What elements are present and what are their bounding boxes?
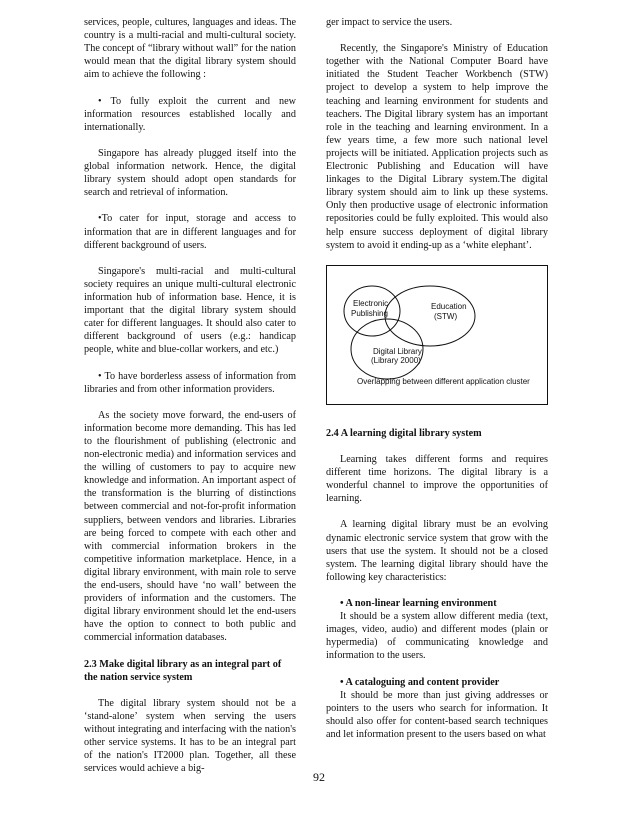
bullet-item: • To have borderless assess of information from libraries and from other information providers.	[84, 370, 296, 395]
label-digital-library: Digital Library	[373, 346, 422, 356]
paragraph: It should be a system allow different media (text, images, video, audio) and different modes (plain or hypermedia) of communicating knowledge and information to the users.	[326, 611, 548, 662]
figure-caption: Overlapping between different application cluster	[357, 376, 530, 386]
page-number: 92	[313, 770, 325, 784]
paragraph: Learning takes different forms and requires different time horizons. The digital library is a wonderful channel to improve the opportunities of learning.	[326, 453, 548, 505]
label-stw: (STW)	[434, 311, 458, 321]
paragraph: It should be more than just giving addresses or pointers to the users who search for information. It should also offer for content-based search techniques and let information present to the users based on what	[326, 689, 548, 740]
paragraph: services, people, cultures, languages and ideas. The country is a multi-racial and multi-cultural society. The concept of “library without wall” for the nation would mean that the digital library system should aim to achieve the following :	[84, 17, 296, 81]
left-column	[84, 16, 296, 775]
overlap-figure	[326, 265, 548, 405]
bullet-item: •To cater for input, storage and access to information that are in different languages and for different background of users.	[84, 213, 296, 251]
bullet-item: • To fully exploit the current and new information resources established locally and internationally.	[84, 95, 296, 133]
venn-diagram	[327, 266, 549, 406]
label-library-2000: (Library 2000)	[371, 355, 421, 365]
label-publishing: Publishing	[351, 308, 388, 318]
bullet-heading: • A cataloguing and content provider	[340, 676, 500, 688]
paragraph: As the society move forward, the end-users of information become more demanding. This has led to the flourishment of publishing (electronic and non-electronic media) and information services and the willing of customers to pay to acquire new knowledge and information. An important aspect of the transformation is the blurring of distinctions between commercial and not-for-profit information suppliers, between vendors and libraries. Libraries are being forced to compete with each other and with commercial information brokers in the competitive information marketplace. Hence, in a digital library environment, with main role to serve the end-users, should have ‘no wall’ between the providers of information and the customers. The digital library environment should let the end-users have the option to connect to both public and commercial information databases.	[84, 409, 296, 644]
paragraph: The digital library system should not be a ‘stand-alone’ system when serving the users without integrating and interfacing with the nation's other service systems. It has to be an integral part of the nation's IT2000 plan. Together, all these services would achieve a big-	[84, 697, 296, 775]
paragraph: ger impact to service the users.	[326, 17, 453, 28]
circle-education	[385, 286, 475, 346]
paragraph: Singapore's multi-racial and multi-cultural society requires an unique multi-cultural electronic information hub of information base. Hence, it is important that the digital library system should cater for different languages. It should also cater to different background of users (e.g.: handicap people, white and blue-collar workers, and etc.)	[84, 265, 296, 356]
label-electronic: Electronic	[353, 298, 389, 308]
paragraph: Recently, the Singapore's Ministry of Education together with the National Computer Board have initiated the Student Teacher Workbench (STW) project to develop a system to help improve the teaching and learning environment for students and teachers. The Digital library system has an important role in the teaching and learning environment. In a few years time, a few more such national level projects will be initiated. Application projects such as Electronic Publishing and Education will have linkages to the Digital Library system.The digital library system should aim to link up these systems. Only then productive usage of electronic information repositories could be fully exploited. This would also help ensure success deployment of digital library system to avoid it ending-up as a ‘white elephant’.	[326, 43, 548, 251]
section-heading: 2.3 Make digital library as an integral part of the nation service system	[84, 658, 282, 683]
bullet-heading: • A non-linear learning environment	[340, 598, 497, 609]
right-column	[326, 16, 548, 741]
paragraph: A learning digital library must be an evolving dynamic electronic service system that grow with the users that use the system. It should not be a closed system. The learning digital library should have the following key characteristics:	[326, 519, 548, 583]
label-education: Education	[431, 301, 467, 311]
paragraph: Singapore has already plugged itself into the global information network. Hence, the digital library system should adopt open standards for search and retrieval of information.	[84, 147, 296, 199]
section-heading: 2.4 A learning digital library system	[326, 427, 482, 439]
